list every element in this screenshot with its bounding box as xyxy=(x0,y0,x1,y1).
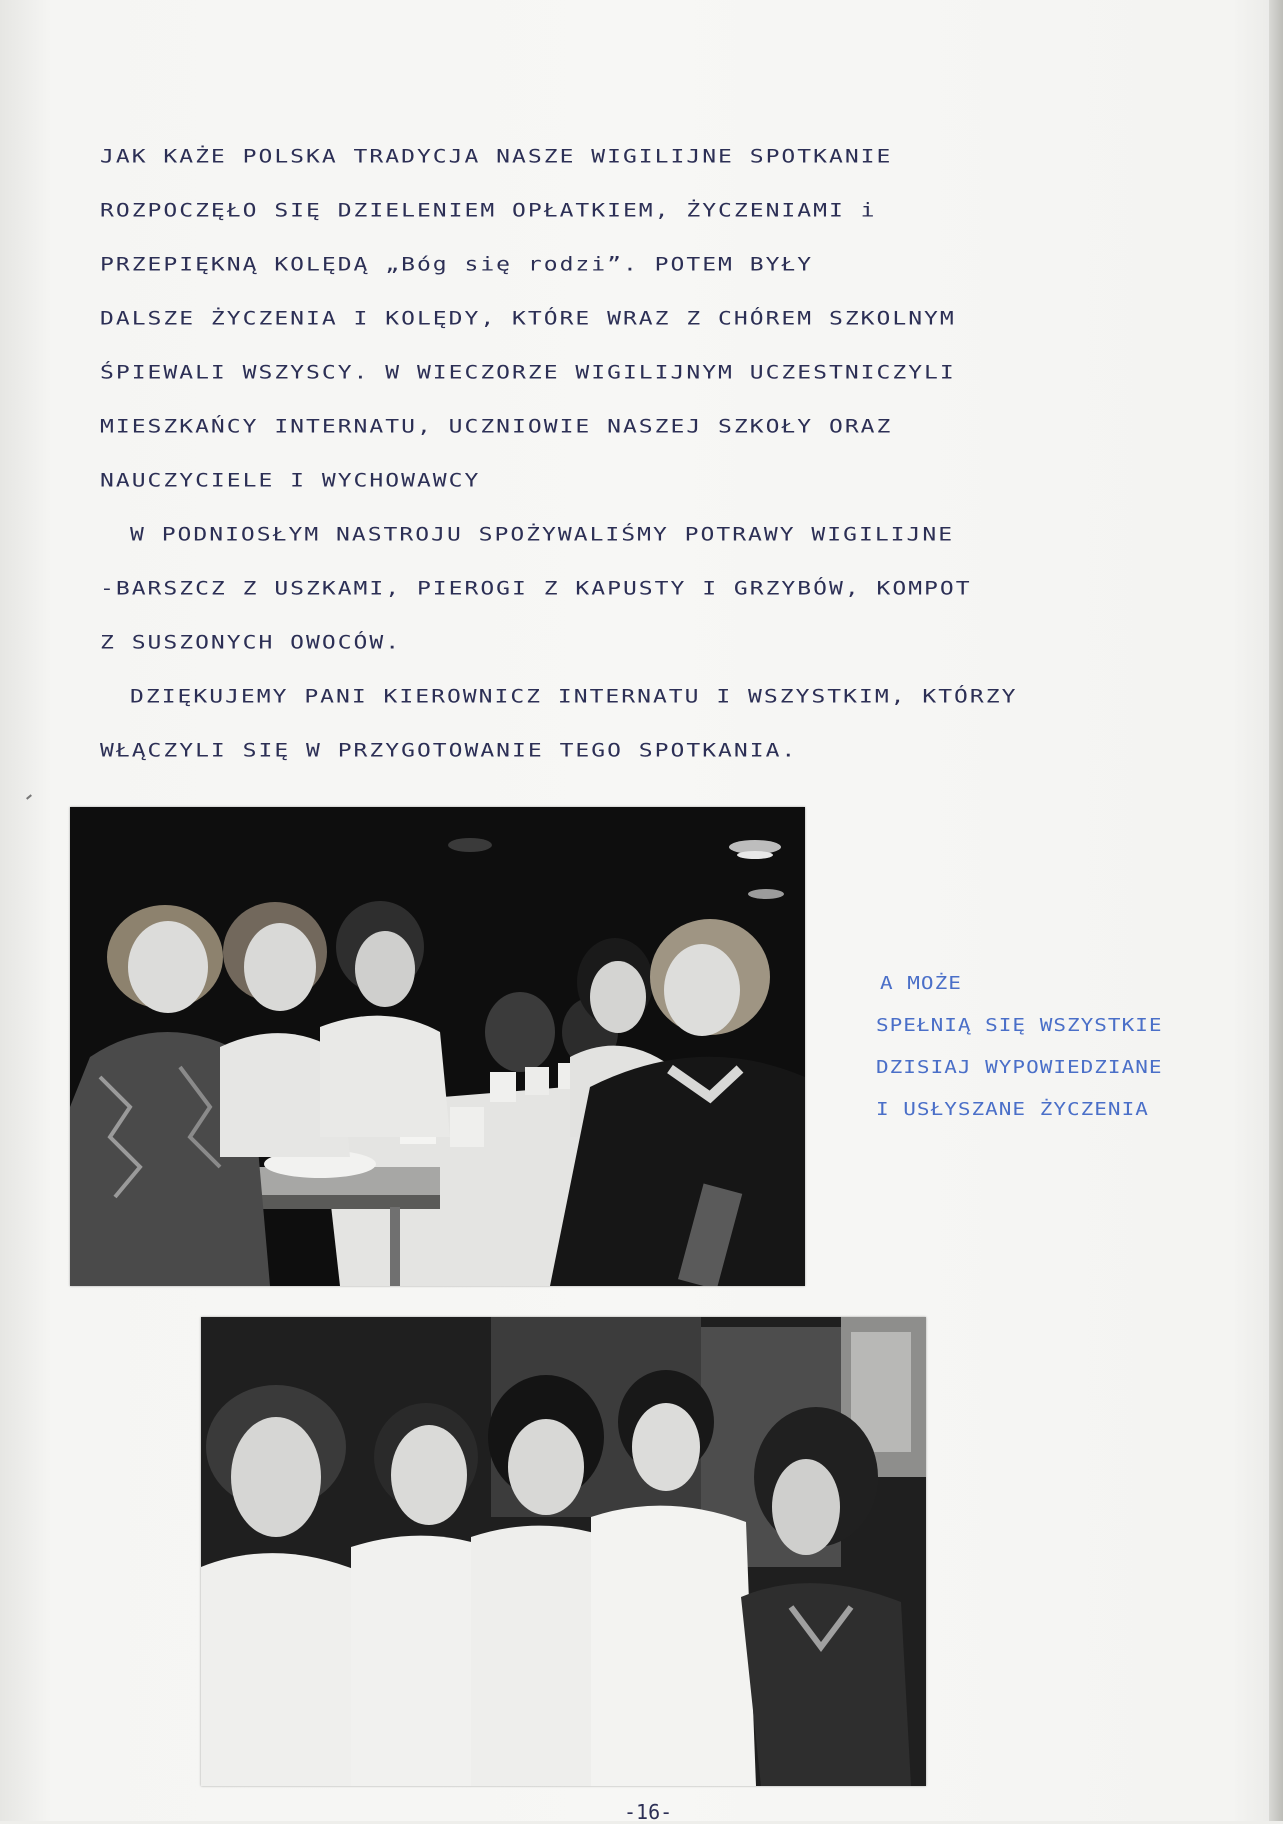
text-line: -BARSZCZ Z USZKAMI, PIEROGI Z KAPUSTY I GRZYBÓW, KOMPOT xyxy=(100,578,972,600)
text-line: PRZEPIĘKNĄ KOLĘDĄ „Bóg się rodzi”. POTEM BYŁY xyxy=(100,254,814,276)
text-line: ROZPOCZĘŁO SIĘ DZIELENIEM OPŁATKIEM, ŻYCZENIAMI i xyxy=(100,200,877,222)
photo-christmas-eve-table xyxy=(70,807,805,1286)
photo-christmas-eve-table-image xyxy=(70,807,805,1286)
pencil-mark xyxy=(26,794,32,799)
text-line: WŁĄCZYLI SIĘ W PRZYGOTOWANIE TEGO SPOTKANIA. xyxy=(100,740,798,762)
side-note-line: DZISIAJ WYPOWIEDZIANE xyxy=(876,1056,1163,1078)
text-line: JAK KAŻE POLSKA TRADYCJA NASZE WIGILIJNE SPOTKANIE xyxy=(100,146,893,168)
text-line: DZIĘKUJEMY PANI KIEROWNICZ INTERNATU I WSZYSTKIM, KTÓRZY xyxy=(130,686,1018,708)
page-binding-edge xyxy=(1269,0,1283,1821)
text-line: DALSZE ŻYCZENIA I KOLĘDY, KTÓRE WRAZ Z CHÓREM SZKOLNYM xyxy=(100,308,956,330)
handwritten-text-block xyxy=(100,130,1120,778)
text-line: W PODNIOSŁYM NASTROJU SPOŻYWALIŚMY POTRAWY WIGILIJNE xyxy=(130,524,955,546)
photo-group-of-girls-image xyxy=(201,1317,926,1786)
side-note xyxy=(876,962,1236,1130)
text-line: Z SUSZONYCH OWOCÓW. xyxy=(100,632,402,654)
photo-group-of-girls xyxy=(201,1317,926,1786)
side-note-line: I USŁYSZANE ŻYCZENIA xyxy=(876,1098,1149,1120)
page-number: -16- xyxy=(624,1800,673,1824)
text-line: ŚPIEWALI WSZYSCY. W WIECZORZE WIGILIJNYM UCZESTNICZYLI xyxy=(100,362,956,384)
side-note-line: SPEŁNIĄ SIĘ WSZYSTKIE xyxy=(876,1014,1163,1036)
text-line: MIESZKAŃCY INTERNATU, UCZNIOWIE NASZEJ SZKOŁY ORAZ xyxy=(100,416,893,438)
side-note-line: A MOŻE xyxy=(880,972,962,994)
text-line: NAUCZYCIELE I WYCHOWAWCY xyxy=(100,470,481,492)
